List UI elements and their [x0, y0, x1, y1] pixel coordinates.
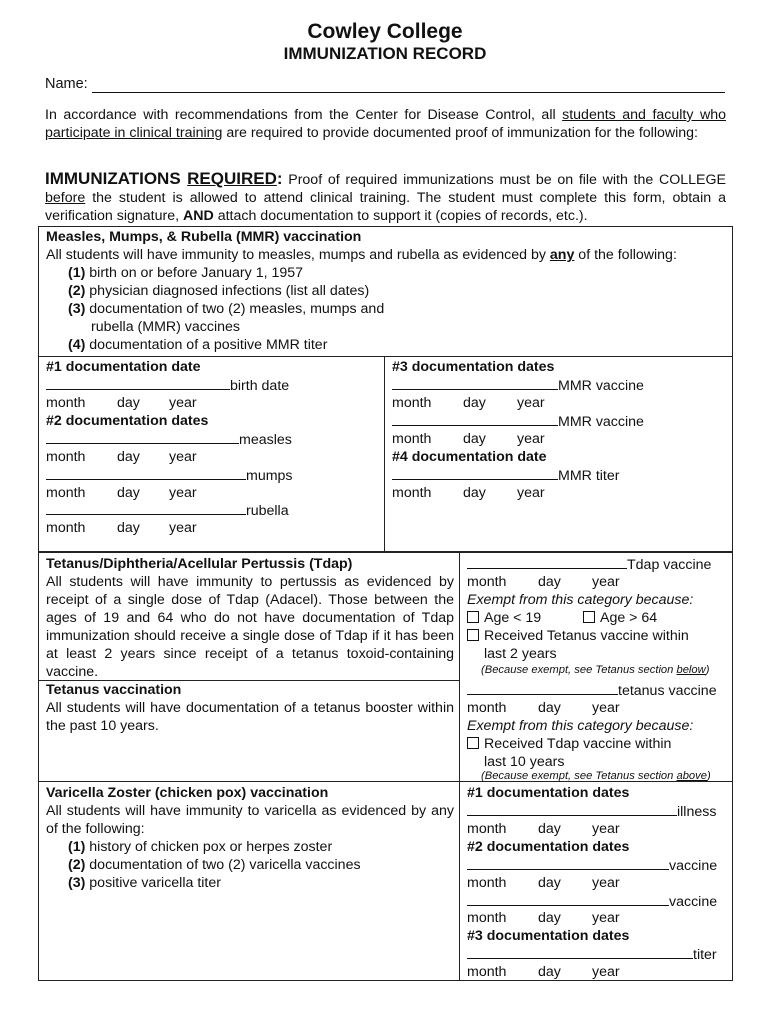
- intro-text-underlined: students and faculty who participate in clinical training: [45, 107, 726, 141]
- varicella-doc3-title: #3 documentation dates: [467, 928, 630, 944]
- mmr-title: Measles, Mumps, & Rubella (MMR) vaccination: [46, 229, 362, 245]
- date-labels: month day year: [392, 431, 545, 447]
- checkbox-icon[interactable]: [467, 737, 479, 749]
- tdap-received-cont: last 2 years: [484, 646, 557, 662]
- tetanus-exempt-label: Exempt from this category because:: [467, 718, 694, 734]
- date-labels: month day year: [392, 395, 545, 411]
- date-labels: month day year: [467, 875, 620, 891]
- tdap-title: Tetanus/Diphtheria/Acellular Pertussis (Tdap): [46, 556, 353, 572]
- tetanus-received-tdap-checkbox[interactable]: Received Tdap vaccine within: [467, 735, 671, 753]
- date-labels: month day year: [467, 821, 620, 837]
- name-row: [45, 76, 725, 92]
- date-labels: month day year: [46, 395, 197, 411]
- mmr-option-3: (3) documentation of two (2) measles, mumps and: [68, 301, 385, 317]
- tdap-exempt-note: (Because exempt, see Tetanus section below): [481, 664, 710, 676]
- page-title: Cowley College: [307, 20, 463, 43]
- varicella-option-3: (3) positive varicella titer: [68, 875, 221, 891]
- date-labels: month day year: [392, 485, 545, 501]
- varicella-body: All students will have immunity to varicella as evidenced by any of the following:: [46, 803, 454, 837]
- mmr-option-1: (1) birth on or before January 1, 1957: [68, 265, 304, 281]
- date-labels: month day year: [46, 485, 197, 501]
- tdap-body: All students will have immunity to pertussis as evidenced by receipt of a single dose of Tdap (Adacel). Those between the ages of 19 and 64 who do not have documentation of Tdap immunization should receive a single dose of Tdap if it has been at least 2 years since receipt of a tetanus toxoid-containing vaccine.: [46, 574, 454, 680]
- mmr-intro: All students will have immunity to measles, mumps and rubella as evidenced by any of the following:: [46, 247, 677, 263]
- mmr-measles-field[interactable]: measles: [46, 430, 292, 449]
- varicella-titer-field[interactable]: titer: [467, 945, 717, 964]
- tetanus-body: All students will have documentation of a tetanus booster within the past 10 years.: [46, 700, 454, 734]
- divider: [38, 356, 733, 357]
- date-labels: month day year: [467, 964, 620, 980]
- mmr-doc2-title: #2 documentation dates: [46, 413, 209, 429]
- requirements-text-2: the student is allowed to attend clinical training. The student must complete this form, obtain a verification signature,: [45, 190, 726, 224]
- requirements-text-1: Proof of required immunizations must be on file with the COLLEGE: [282, 172, 726, 188]
- mmr-option-2: (2) physician diagnosed infections (list all dates): [68, 283, 370, 299]
- varicella-illness-field[interactable]: illness: [467, 802, 716, 821]
- mmr-titer-field[interactable]: MMR titer: [392, 466, 619, 485]
- checkbox-icon[interactable]: [467, 611, 479, 623]
- requirements-before: before: [45, 190, 86, 206]
- date-labels: month day year: [46, 449, 197, 465]
- date-labels: month day year: [467, 910, 620, 926]
- tdap-age-over-64-checkbox[interactable]: Age > 64: [583, 609, 657, 627]
- varicella-vaccine-2-field[interactable]: vaccine: [467, 892, 717, 911]
- requirements-and: AND: [183, 208, 214, 224]
- varicella-title: Varicella Zoster (chicken pox) vaccination: [46, 785, 329, 801]
- tdap-exempt-label: Exempt from this category because:: [467, 592, 694, 608]
- intro-paragraph: [45, 106, 726, 142]
- varicella-doc1-title: #1 documentation dates: [467, 785, 630, 801]
- tetanus-exempt-note: (Because exempt, see Tetanus section above): [481, 770, 711, 782]
- mmr-rubella-field[interactable]: rubella: [46, 501, 289, 520]
- varicella-doc2-title: #2 documentation dates: [467, 839, 630, 855]
- date-labels: month day year: [46, 520, 197, 536]
- checkbox-icon[interactable]: [467, 629, 479, 641]
- checkbox-icon[interactable]: [583, 611, 595, 623]
- intro-text-1: In accordance with recommendations from the Center for Disease Control, all: [45, 107, 563, 123]
- requirements-paragraph: [45, 170, 726, 225]
- mmr-vaccine-2-field[interactable]: MMR vaccine: [392, 412, 644, 431]
- mmr-vaccine-1-field[interactable]: MMR vaccine: [392, 376, 644, 395]
- name-field[interactable]: [92, 92, 725, 93]
- divider: [459, 552, 460, 981]
- mmr-doc1-title: #1 documentation date: [46, 359, 201, 375]
- varicella-vaccine-1-field[interactable]: vaccine: [467, 856, 717, 875]
- tdap-age-under-19-checkbox[interactable]: Age < 19: [467, 609, 541, 627]
- name-label: Name:: [45, 76, 88, 92]
- mmr-birth-date-field[interactable]: birth date: [46, 376, 289, 395]
- tetanus-vaccine-field[interactable]: tetanus vaccine: [467, 681, 717, 700]
- tetanus-title: Tetanus vaccination: [46, 682, 182, 698]
- mmr-option-4: (4) documentation of a positive MMR titer: [68, 337, 328, 353]
- divider: [384, 356, 385, 552]
- mmr-mumps-field[interactable]: mumps: [46, 466, 293, 485]
- mmr-option-3-cont: rubella (MMR) vaccines: [91, 319, 241, 335]
- date-labels: month day year: [467, 574, 620, 590]
- requirements-heading: IMMUNIZATIONS REQUIRED:: [45, 169, 283, 188]
- varicella-option-1: (1) history of chicken pox or herpes zoster: [68, 839, 333, 855]
- mmr-doc3-title: #3 documentation dates: [392, 359, 555, 375]
- intro-text-2: are required to provide documented proof of immunization for the following:: [222, 125, 698, 141]
- mmr-doc4-title: #4 documentation date: [392, 449, 547, 465]
- tdap-vaccine-field[interactable]: Tdap vaccine: [467, 555, 711, 574]
- page-subtitle: IMMUNIZATION RECORD: [283, 44, 487, 63]
- varicella-option-2: (2) documentation of two (2) varicella vaccines: [68, 857, 361, 873]
- tetanus-received-cont: last 10 years: [484, 754, 565, 770]
- date-labels: month day year: [467, 700, 620, 716]
- requirements-text-3: attach documentation to support it (copies of records, etc.).: [213, 208, 588, 224]
- tdap-received-tetanus-checkbox[interactable]: Received Tetanus vaccine within: [467, 627, 689, 645]
